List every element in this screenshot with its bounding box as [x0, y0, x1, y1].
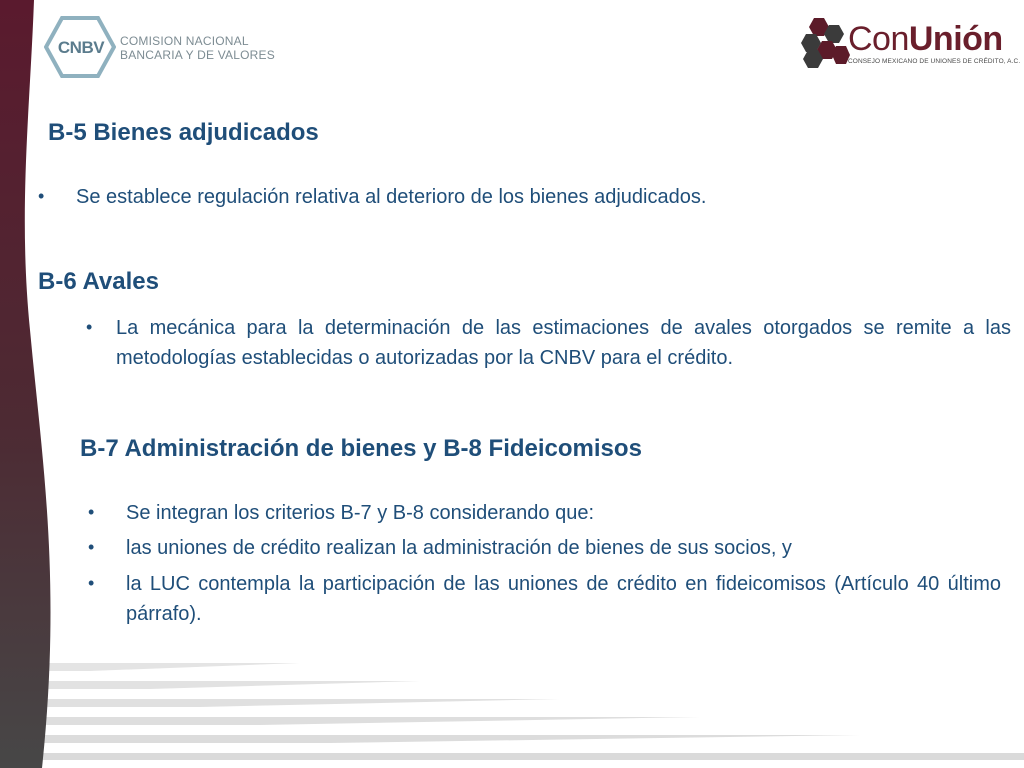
bullet-marker: • — [88, 537, 95, 557]
b7-bullet-3: la LUC contempla la participación de las uniones de crédito en fideicomisos (Artículo 40 último párrafo). — [126, 573, 1001, 625]
b7-bullet-2: las uniones de crédito realizan la administración de bienes de sus socios, y — [126, 537, 792, 559]
b5-bullet-1: Se establece regulación relativa al deterioro de los bienes adjudicados. — [76, 186, 707, 208]
bullet-marker: • — [88, 573, 95, 593]
conunion-logo — [800, 16, 1021, 72]
heading-b6: B-6 Avales — [38, 268, 159, 295]
conunion-wordmark — [848, 22, 1003, 56]
left-sidebar-band — [0, 0, 50, 768]
cnbv-name-line1: COMISION NACIONAL — [120, 34, 249, 48]
bullet-marker: • — [86, 317, 93, 337]
bullet-marker: • — [88, 502, 95, 522]
b6-bullet-1: La mecánica para la determinación de las estimaciones de avales otorgados se remite a las metodologías establecidas o autorizadas por la CNBV para el crédito. — [116, 317, 1011, 369]
cnbv-mark: CNBV — [57, 38, 105, 57]
bullet-marker: • — [38, 186, 45, 206]
cnbv-name — [120, 34, 290, 62]
heading-b5: B-5 Bienes adjudicados — [48, 119, 319, 146]
b7-bullet-1: Se integran los criterios B-7 y B-8 considerando que: — [126, 502, 595, 524]
conunion-word-union: Unión — [908, 20, 1003, 58]
cnbv-name-line2: BANCARIA Y DE VALORES — [120, 48, 275, 62]
conunion-word-con: Con — [848, 20, 909, 58]
hexagon-cluster-icon — [800, 16, 850, 68]
heading-b7-b8: B-7 Administración de bienes y B-8 Fideicomisos — [80, 435, 642, 462]
conunion-subtitle: CONSEJO MEXICANO DE UNIONES DE CRÉDITO, A.C. — [848, 58, 1021, 65]
stripe-lines — [40, 663, 1024, 760]
cnbv-logo — [44, 16, 284, 82]
